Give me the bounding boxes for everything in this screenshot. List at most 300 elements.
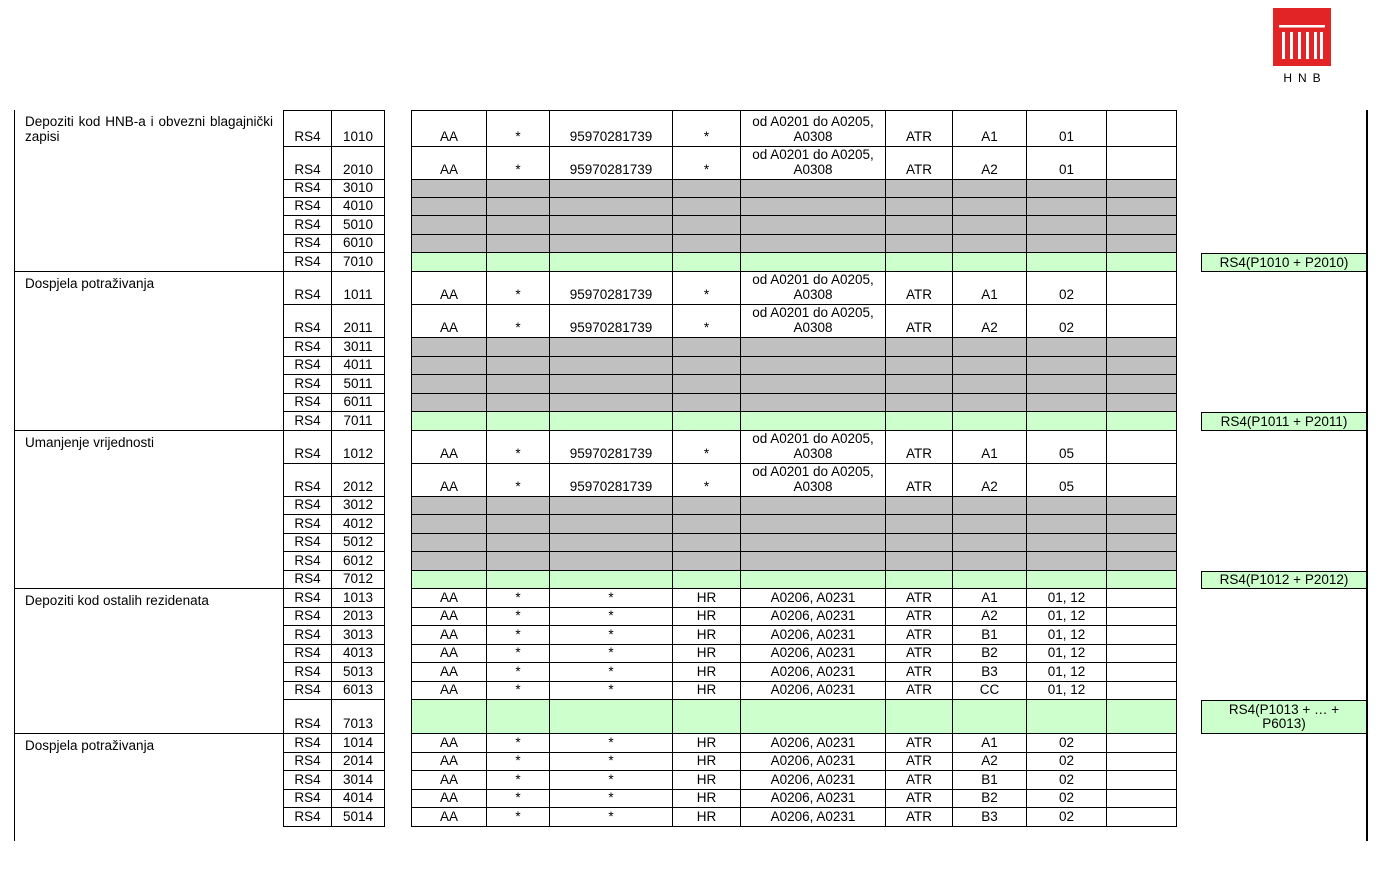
table-cell (1107, 375, 1177, 394)
table-cell (550, 497, 673, 515)
table-cell: A0206, A0231 (741, 753, 886, 771)
report-code-cell: RS4 (283, 700, 332, 734)
table-cell: * (487, 771, 550, 790)
table-cell (550, 338, 673, 357)
table-cell (411, 412, 487, 431)
table-cell (1107, 497, 1177, 515)
position-code-cell: 6013 (332, 682, 385, 700)
table-cell (550, 235, 673, 253)
table-cell: * (487, 734, 550, 753)
table-cell (886, 216, 953, 235)
table-cell: A0206, A0231 (741, 682, 886, 700)
report-code-cell: RS4 (283, 552, 332, 571)
table-cell (487, 497, 550, 515)
table-cell (487, 338, 550, 357)
report-code-cell: RS4 (283, 180, 332, 198)
table-cell (886, 338, 953, 357)
table-cell (1107, 180, 1177, 198)
table-cell: HR (673, 645, 741, 663)
table-cell (1107, 515, 1177, 534)
report-code-cell: RS4 (283, 645, 332, 663)
position-code-cell: 5014 (332, 808, 385, 827)
table-cell (1107, 357, 1177, 375)
table-cell (741, 180, 886, 198)
report-code-cell: RS4 (283, 110, 332, 147)
table-cell (886, 515, 953, 534)
table-cell (1107, 753, 1177, 771)
table-cell: od A0201 do A0205, A0308 (741, 431, 886, 464)
table-cell: A0206, A0231 (741, 734, 886, 753)
report-code-cell: RS4 (283, 663, 332, 682)
table-cell (673, 700, 741, 734)
report-code-cell: RS4 (283, 534, 332, 552)
table-cell: * (550, 589, 673, 608)
table-cell: 95970281739 (550, 272, 673, 305)
table-cell: * (550, 645, 673, 663)
table-cell (1107, 552, 1177, 571)
table-cell (550, 571, 673, 589)
table-cell (1027, 253, 1107, 272)
table-cell (1107, 338, 1177, 357)
table-cell (550, 412, 673, 431)
table-cell (1027, 198, 1107, 216)
table-cell: 95970281739 (550, 110, 673, 147)
table-cell: ATR (886, 608, 953, 626)
position-code-cell: 4010 (332, 198, 385, 216)
table-cell: 05 (1027, 431, 1107, 464)
table-cell: * (550, 608, 673, 626)
table-cell (673, 552, 741, 571)
table-cell (953, 571, 1027, 589)
table-cell: AA (411, 431, 487, 464)
table-cell: * (550, 753, 673, 771)
table-cell: AA (411, 682, 487, 700)
table-cell (953, 412, 1027, 431)
table-cell (1027, 497, 1107, 515)
table-cell: A0206, A0231 (741, 663, 886, 682)
table-cell: HR (673, 790, 741, 808)
table-cell (550, 357, 673, 375)
table-cell: * (550, 663, 673, 682)
table-cell (1107, 394, 1177, 412)
table-cell: ATR (886, 272, 953, 305)
table-cell: * (487, 431, 550, 464)
position-code-cell: 6012 (332, 552, 385, 571)
table-cell (886, 198, 953, 216)
table-cell (411, 253, 487, 272)
table-cell: * (487, 589, 550, 608)
table-cell (673, 412, 741, 431)
table-cell: A2 (953, 608, 1027, 626)
table-cell (741, 198, 886, 216)
table-cell (953, 534, 1027, 552)
table-cell (953, 700, 1027, 734)
formula-box: RS4(P1011 + P2011) (1201, 412, 1367, 431)
table-cell (411, 375, 487, 394)
table-cell (1027, 534, 1107, 552)
table-cell (886, 412, 953, 431)
table-cell: * (673, 147, 741, 180)
table-cell: AA (411, 626, 487, 645)
table-cell: 02 (1027, 272, 1107, 305)
formula-box: RS4(P1010 + P2010) (1201, 253, 1367, 272)
table-cell (953, 552, 1027, 571)
table-cell (487, 375, 550, 394)
table-cell (411, 338, 487, 357)
table-cell (673, 534, 741, 552)
table-cell (550, 253, 673, 272)
table-cell (1027, 216, 1107, 235)
table-cell (741, 216, 886, 235)
table-cell (487, 552, 550, 571)
table-cell: AA (411, 147, 487, 180)
table-cell: HR (673, 626, 741, 645)
table-cell (1027, 394, 1107, 412)
table-cell: ATR (886, 110, 953, 147)
table-cell (953, 357, 1027, 375)
table-cell: AA (411, 808, 487, 827)
table-cell (411, 216, 487, 235)
table-cell (411, 552, 487, 571)
table-cell (1027, 552, 1107, 571)
table-cell: AA (411, 734, 487, 753)
table-cell (487, 198, 550, 216)
position-code-cell: 3014 (332, 771, 385, 790)
table-cell: * (487, 790, 550, 808)
table-cell (1107, 645, 1177, 663)
table-cell (1107, 682, 1177, 700)
table-cell: A0206, A0231 (741, 608, 886, 626)
table-cell: ATR (886, 645, 953, 663)
table-cell: 01, 12 (1027, 663, 1107, 682)
table-cell (673, 497, 741, 515)
table-cell (953, 375, 1027, 394)
position-code-cell: 4013 (332, 645, 385, 663)
report-code-cell: RS4 (283, 338, 332, 357)
report-code-cell: RS4 (283, 771, 332, 790)
table-cell: * (487, 645, 550, 663)
table-cell (741, 497, 886, 515)
table-cell: ATR (886, 626, 953, 645)
table-cell: * (487, 464, 550, 497)
position-code-cell: 7012 (332, 571, 385, 589)
table-cell (487, 357, 550, 375)
table-cell (487, 180, 550, 198)
formula-box: RS4(P1013 + … + P6013) (1201, 700, 1367, 734)
table-cell (953, 338, 1027, 357)
table-cell (411, 534, 487, 552)
table-cell (953, 394, 1027, 412)
report-code-cell: RS4 (283, 571, 332, 589)
table-cell (1107, 272, 1177, 305)
table-cell (487, 515, 550, 534)
table-cell (411, 198, 487, 216)
position-code-cell: 5011 (332, 375, 385, 394)
report-code-cell: RS4 (283, 272, 332, 305)
table-cell (741, 235, 886, 253)
table-cell: AA (411, 589, 487, 608)
table-cell (1027, 338, 1107, 357)
table-cell (411, 700, 487, 734)
position-code-cell: 1012 (332, 431, 385, 464)
report-code-cell: RS4 (283, 753, 332, 771)
position-code-cell: 7011 (332, 412, 385, 431)
table-cell (953, 180, 1027, 198)
table-cell: * (673, 431, 741, 464)
table-cell (1107, 198, 1177, 216)
table-cell (886, 253, 953, 272)
position-code-cell: 4014 (332, 790, 385, 808)
position-code-cell: 1013 (332, 589, 385, 608)
position-code-cell: 2010 (332, 147, 385, 180)
table-cell (411, 180, 487, 198)
table-cell: 01 (1027, 147, 1107, 180)
table-cell (487, 412, 550, 431)
position-code-cell: 6011 (332, 394, 385, 412)
table-cell: * (550, 734, 673, 753)
table-cell (1027, 235, 1107, 253)
table-cell (1107, 790, 1177, 808)
table-cell: HR (673, 589, 741, 608)
report-code-cell: RS4 (283, 357, 332, 375)
table-cell: HR (673, 808, 741, 827)
table-cell: A0206, A0231 (741, 589, 886, 608)
report-code-cell: RS4 (283, 394, 332, 412)
table-cell (1107, 216, 1177, 235)
table-cell: * (673, 305, 741, 338)
table-cell: * (487, 608, 550, 626)
table-cell: * (673, 464, 741, 497)
table-cell (550, 515, 673, 534)
table-cell: ATR (886, 771, 953, 790)
table-cell (1107, 431, 1177, 464)
table-cell: 02 (1027, 790, 1107, 808)
table-cell: B2 (953, 790, 1027, 808)
table-cell (411, 235, 487, 253)
table-cell: AA (411, 464, 487, 497)
table-cell: AA (411, 771, 487, 790)
table-cell (741, 412, 886, 431)
position-code-cell: 4011 (332, 357, 385, 375)
report-code-cell: RS4 (283, 235, 332, 253)
table-cell: A0206, A0231 (741, 626, 886, 645)
table-cell: ATR (886, 431, 953, 464)
table-cell: 02 (1027, 305, 1107, 338)
table-cell (953, 235, 1027, 253)
table-cell (741, 534, 886, 552)
table-cell (1027, 700, 1107, 734)
report-code-cell: RS4 (283, 515, 332, 534)
table-cell: A2 (953, 147, 1027, 180)
table-cell: od A0201 do A0205, A0308 (741, 110, 886, 147)
position-code-cell: 3013 (332, 626, 385, 645)
report-code-cell: RS4 (283, 216, 332, 235)
table-cell (550, 552, 673, 571)
formula-box: RS4(P1012 + P2012) (1201, 571, 1367, 589)
table-cell: HR (673, 734, 741, 753)
table-cell (1107, 589, 1177, 608)
table-cell (487, 253, 550, 272)
table-cell (953, 497, 1027, 515)
table-cell: ATR (886, 808, 953, 827)
table-cell (886, 497, 953, 515)
table-cell: AA (411, 305, 487, 338)
section-label: Dospjela potraživanja (25, 738, 155, 753)
table-cell (1107, 147, 1177, 180)
table-cell: HR (673, 608, 741, 626)
report-code-cell: RS4 (283, 497, 332, 515)
table-cell (411, 497, 487, 515)
table-cell (550, 700, 673, 734)
table-cell (886, 235, 953, 253)
table-cell: A2 (953, 753, 1027, 771)
table-cell (550, 216, 673, 235)
report-code-cell: RS4 (283, 626, 332, 645)
table-cell: * (673, 272, 741, 305)
table-cell: * (550, 682, 673, 700)
table-cell (673, 357, 741, 375)
table-cell: AA (411, 753, 487, 771)
table-cell: A1 (953, 734, 1027, 753)
table-cell (1107, 110, 1177, 147)
table-cell (1107, 626, 1177, 645)
table-cell: 01 (1027, 110, 1107, 147)
table-cell (1107, 808, 1177, 827)
position-code-cell: 7013 (332, 700, 385, 734)
report-code-cell: RS4 (283, 790, 332, 808)
table-cell (673, 515, 741, 534)
table-cell (1107, 464, 1177, 497)
table-cell: 95970281739 (550, 431, 673, 464)
table-cell (741, 552, 886, 571)
section-label: Umanjenje vrijednosti (15, 431, 283, 589)
table-cell: 02 (1027, 771, 1107, 790)
table-cell (673, 235, 741, 253)
table-cell (487, 216, 550, 235)
section-label: Depoziti kod ostalih rezidenata (15, 589, 283, 734)
table-cell: 02 (1027, 753, 1107, 771)
table-cell (673, 180, 741, 198)
table-cell: od A0201 do A0205, A0308 (741, 464, 886, 497)
position-code-cell: 1010 (332, 110, 385, 147)
table-cell: od A0201 do A0205, A0308 (741, 305, 886, 338)
table-cell (886, 394, 953, 412)
table-cell (1107, 571, 1177, 589)
table-cell (886, 571, 953, 589)
position-code-cell: 1014 (332, 734, 385, 753)
table-cell: 02 (1027, 734, 1107, 753)
table-cell (673, 394, 741, 412)
table-cell: * (487, 808, 550, 827)
table-cell: * (487, 663, 550, 682)
table-cell: ATR (886, 305, 953, 338)
table-cell (487, 235, 550, 253)
report-code-cell: RS4 (283, 734, 332, 753)
table-cell: 01, 12 (1027, 626, 1107, 645)
report-code-cell: RS4 (283, 198, 332, 216)
table-cell: * (550, 771, 673, 790)
report-code-cell: RS4 (283, 608, 332, 626)
table-cell: * (487, 147, 550, 180)
table-cell: * (550, 626, 673, 645)
table-cell: AA (411, 110, 487, 147)
table-cell: od A0201 do A0205, A0308 (741, 272, 886, 305)
table-cell (1107, 534, 1177, 552)
table-cell (673, 253, 741, 272)
table-cell (1107, 700, 1177, 734)
table-cell: ATR (886, 682, 953, 700)
table-cell: A0206, A0231 (741, 808, 886, 827)
logo-text: HNB (1283, 71, 1327, 85)
position-code-cell: 2011 (332, 305, 385, 338)
table-cell (741, 338, 886, 357)
table-cell: * (550, 790, 673, 808)
position-code-cell: 6010 (332, 235, 385, 253)
table-cell: 01, 12 (1027, 682, 1107, 700)
table-cell: A0206, A0231 (741, 790, 886, 808)
table-cell: ATR (886, 753, 953, 771)
table-cell (1107, 663, 1177, 682)
table-cell (550, 394, 673, 412)
position-code-cell: 3011 (332, 338, 385, 357)
table-cell: 01, 12 (1027, 645, 1107, 663)
position-code-cell: 4012 (332, 515, 385, 534)
table-cell (487, 571, 550, 589)
table-cell (411, 515, 487, 534)
table-cell (673, 571, 741, 589)
position-code-cell: 5012 (332, 534, 385, 552)
table-cell (953, 216, 1027, 235)
table-cell: A0206, A0231 (741, 645, 886, 663)
report-code-cell: RS4 (283, 412, 332, 431)
table-cell: CC (953, 682, 1027, 700)
table-cell (487, 394, 550, 412)
table-cell (1107, 235, 1177, 253)
table-cell: ATR (886, 464, 953, 497)
table-cell: * (487, 272, 550, 305)
table-cell: ATR (886, 663, 953, 682)
table-cell (550, 180, 673, 198)
table-cell (741, 515, 886, 534)
position-code-cell: 1011 (332, 272, 385, 305)
table-cell: 02 (1027, 808, 1107, 827)
table-cell: ATR (886, 734, 953, 753)
table-cell: HR (673, 663, 741, 682)
position-code-cell: 2014 (332, 753, 385, 771)
table-cell (886, 552, 953, 571)
table-cell (1027, 412, 1107, 431)
table-cell (1027, 375, 1107, 394)
table-cell: A0206, A0231 (741, 771, 886, 790)
position-code-cell: 2012 (332, 464, 385, 497)
table-cell (953, 198, 1027, 216)
report-code-cell: RS4 (283, 464, 332, 497)
report-code-cell: RS4 (283, 305, 332, 338)
position-code-cell: 3012 (332, 497, 385, 515)
report-code-cell: RS4 (283, 682, 332, 700)
table-cell (741, 394, 886, 412)
table-cell (673, 338, 741, 357)
table-cell (741, 253, 886, 272)
table-cell (673, 198, 741, 216)
table-cell (886, 534, 953, 552)
position-code-cell: 3010 (332, 180, 385, 198)
table-cell: ATR (886, 790, 953, 808)
table-cell (1107, 412, 1177, 431)
table-cell: 95970281739 (550, 147, 673, 180)
table-cell (673, 216, 741, 235)
table-cell: * (487, 110, 550, 147)
